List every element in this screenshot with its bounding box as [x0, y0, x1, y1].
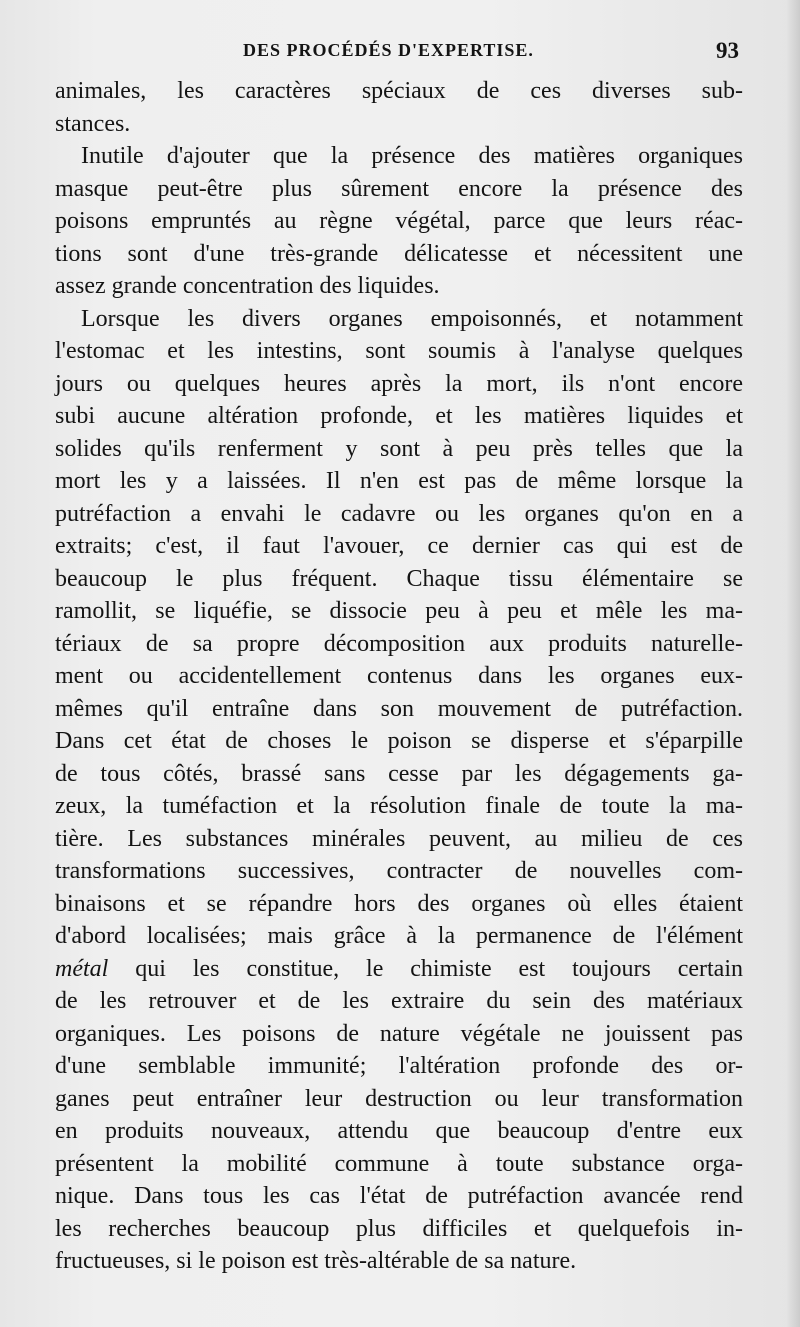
- text-line: ganes peut entraîner leur destruction ou leur transformation: [55, 1085, 743, 1112]
- text-line: Inutile d'ajouter que la présence des matières organiques: [81, 143, 743, 169]
- text-line: tériaux de sa propre décomposition aux produits naturelle-: [55, 630, 743, 657]
- text-line: Dans cet état de choses le poison se disperse et s'éparpille: [55, 728, 743, 754]
- running-title: DES PROCÉDÉS D'EXPERTISE.: [243, 40, 534, 60]
- text-line: putréfaction a envahi le cadavre ou les organes qu'on en a: [55, 500, 743, 527]
- text-line: présentent la mobilité commune à toute substance orga-: [55, 1150, 743, 1177]
- text-line: assez grande concentration des liquides.: [55, 273, 440, 299]
- text-line: animales, les caractères spéciaux de ces diverses sub-: [55, 78, 743, 104]
- text-line: tions sont d'une très-grande délicatesse et nécessitent une: [55, 240, 743, 267]
- text-line: d'une semblable immunité; l'altération profonde des or-: [55, 1053, 743, 1079]
- text-line: Lorsque les divers organes empoisonnés, et notamment: [81, 305, 743, 332]
- text-line: binaisons et se répandre hors des organes où elles étaient: [55, 890, 743, 917]
- text-line: solides qu'ils renferment y sont à peu près telles que la: [55, 435, 743, 462]
- text-line: mêmes qu'il entraîne dans son mouvement de putréfaction.: [55, 695, 743, 722]
- text-line: beaucoup le plus fréquent. Chaque tissu élémentaire se: [55, 565, 743, 592]
- text-line: tière. Les substances minérales peuvent, au milieu de ces: [55, 825, 743, 852]
- text-line: mort les y a laissées. Il n'en est pas de même lorsque la: [55, 468, 743, 494]
- body-text: [55, 75, 743, 1278]
- text-line: de tous côtés, brassé sans cesse par les dégagements ga-: [55, 760, 743, 787]
- text-line: ment ou accidentellement contenus dans les organes eux-: [55, 663, 743, 689]
- text-line: zeux, la tuméfaction et la résolution finale de toute la ma-: [55, 793, 743, 819]
- text-line: poisons empruntés au règne végétal, parce que leurs réac-: [55, 208, 743, 234]
- text-line: l'estomac et les intestins, sont soumis à l'analyse quelques: [55, 338, 743, 364]
- text-line: transformations successives, contracter de nouvelles com-: [55, 858, 743, 884]
- text-line: les recherches beaucoup plus difficiles et quelquefois in-: [55, 1215, 743, 1242]
- text-line: métal qui les constitue, le chimiste est toujours certain: [55, 955, 743, 982]
- text-line: masque peut-être plus sûrement encore la présence des: [55, 175, 743, 202]
- text-line: nique. Dans tous les cas l'état de putréfaction avancée rend: [55, 1183, 743, 1209]
- text-line: ramollit, se liquéfie, se dissocie peu à peu et mêle les ma-: [55, 598, 743, 624]
- text-line: fructueuses, si le poison est très-altérable de sa nature.: [55, 1248, 577, 1274]
- text-line: extraits; c'est, il faut l'avouer, ce dernier cas qui est de: [55, 533, 743, 559]
- page-number: 93: [716, 38, 739, 63]
- text-line: de les retrouver et de les extraire du sein des matériaux: [55, 988, 743, 1014]
- page-edge-shadow: [786, 0, 800, 1327]
- text-line: stances.: [55, 110, 131, 137]
- text-line: subi aucune altération profonde, et les matières liquides et: [55, 403, 743, 429]
- text-line: organiques. Les poisons de nature végétale ne jouissent pas: [55, 1020, 743, 1047]
- page-header: [243, 38, 743, 72]
- italic-word: métal: [55, 955, 109, 982]
- text-line: jours ou quelques heures après la mort, ils n'ont encore: [55, 370, 743, 397]
- text-line: en produits nouveaux, attendu que beaucoup d'entre eux: [55, 1118, 743, 1144]
- text-line: d'abord localisées; mais grâce à la permanence de l'élément: [55, 923, 743, 949]
